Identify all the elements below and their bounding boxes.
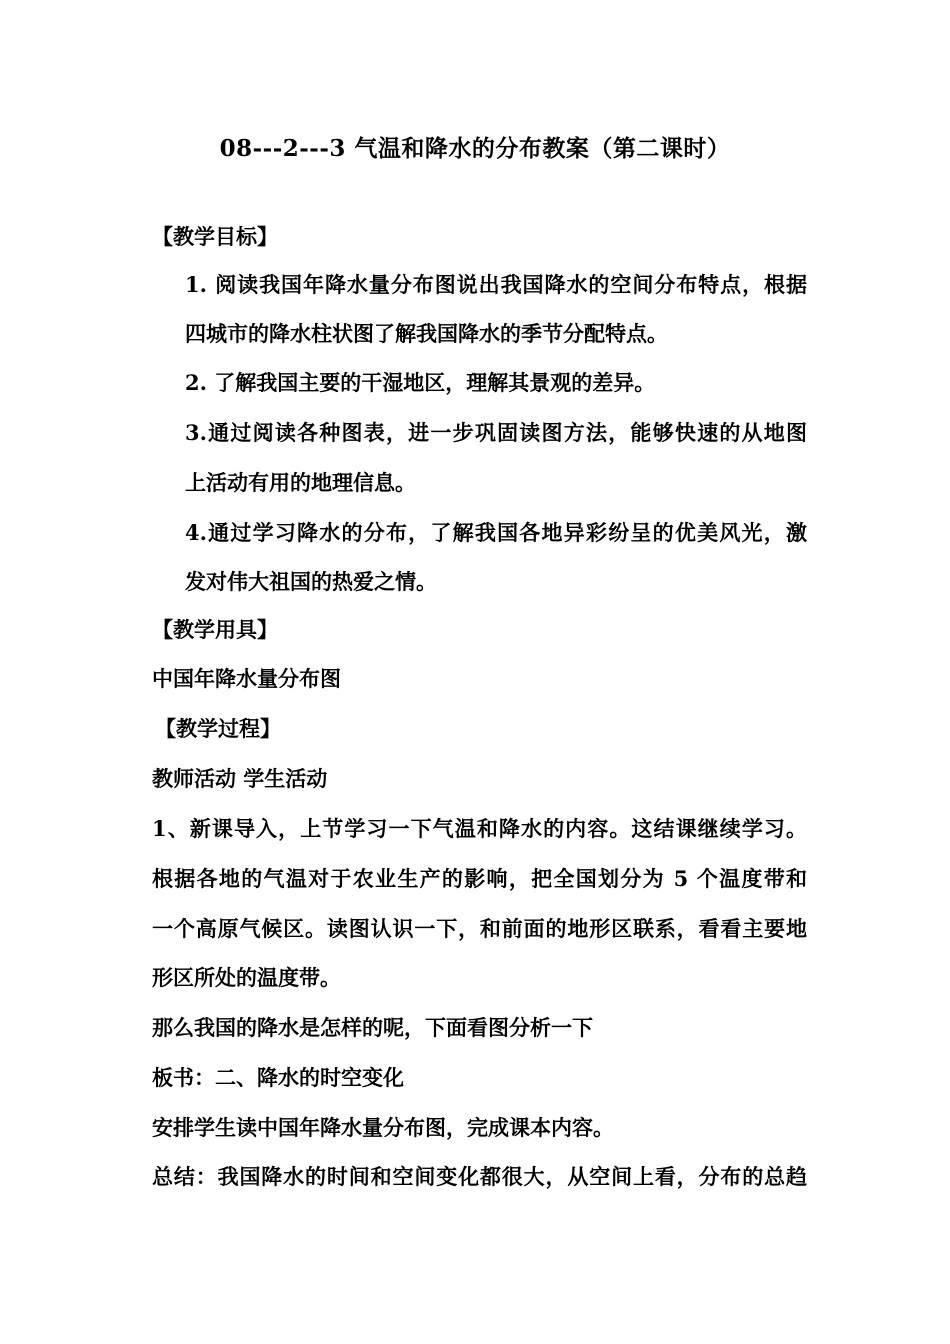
objectives-heading: 【教学目标】 — [152, 224, 278, 249]
objective-line-6: 4.通过学习降水的分布，了解我国各地异彩纷呈的优美风光，激 — [185, 520, 807, 545]
process-line-3: 根据各地的气温对于农业生产的影响，把全国划分为 5 个温度带和 — [152, 866, 807, 891]
process-line-2: 1、新课导入，上节学习一下气温和降水的内容。这结课继续学习。 — [152, 816, 807, 841]
objective-line-1: 1. 阅读我国年降水量分布图说出我国降水的空间分布特点，根据 — [185, 272, 807, 297]
objective-line-7: 发对伟大祖国的热爱之情。 — [185, 569, 437, 594]
process-line-4: 一个高原气候区。读图认识一下，和前面的地形区联系，看看主要地 — [152, 916, 807, 941]
process-line-1: 教师活动 学生活动 — [152, 766, 328, 791]
process-line-6: 那么我国的降水是怎样的呢，下面看图分析一下 — [152, 1015, 593, 1040]
process-line-8: 安排学生读中国年降水量分布图，完成课本内容。 — [152, 1115, 614, 1140]
process-line-9: 总结：我国降水的时间和空间变化都很大，从空间上看，分布的总趋 — [152, 1164, 807, 1189]
process-line-7: 板书：二、降水的时空变化 — [152, 1065, 404, 1090]
objective-line-3: 2. 了解我国主要的干湿地区，理解其景观的差异。 — [185, 370, 656, 395]
objective-line-4: 3.通过阅读各种图表，进一步巩固读图方法，能够快速的从地图 — [185, 420, 807, 445]
objective-line-2: 四城市的降水柱状图了解我国降水的季节分配特点。 — [185, 321, 668, 346]
process-heading: 【教学过程】 — [155, 716, 281, 741]
process-line-5: 形区所处的温度带。 — [152, 965, 341, 990]
objective-line-5: 上活动有用的地理信息。 — [185, 470, 416, 495]
tools-item: 中国年降水量分布图 — [152, 666, 341, 691]
page-title: 08---2---3 气温和降水的分布教案（第二课时） — [219, 135, 731, 162]
tools-heading: 【教学用具】 — [152, 617, 278, 642]
